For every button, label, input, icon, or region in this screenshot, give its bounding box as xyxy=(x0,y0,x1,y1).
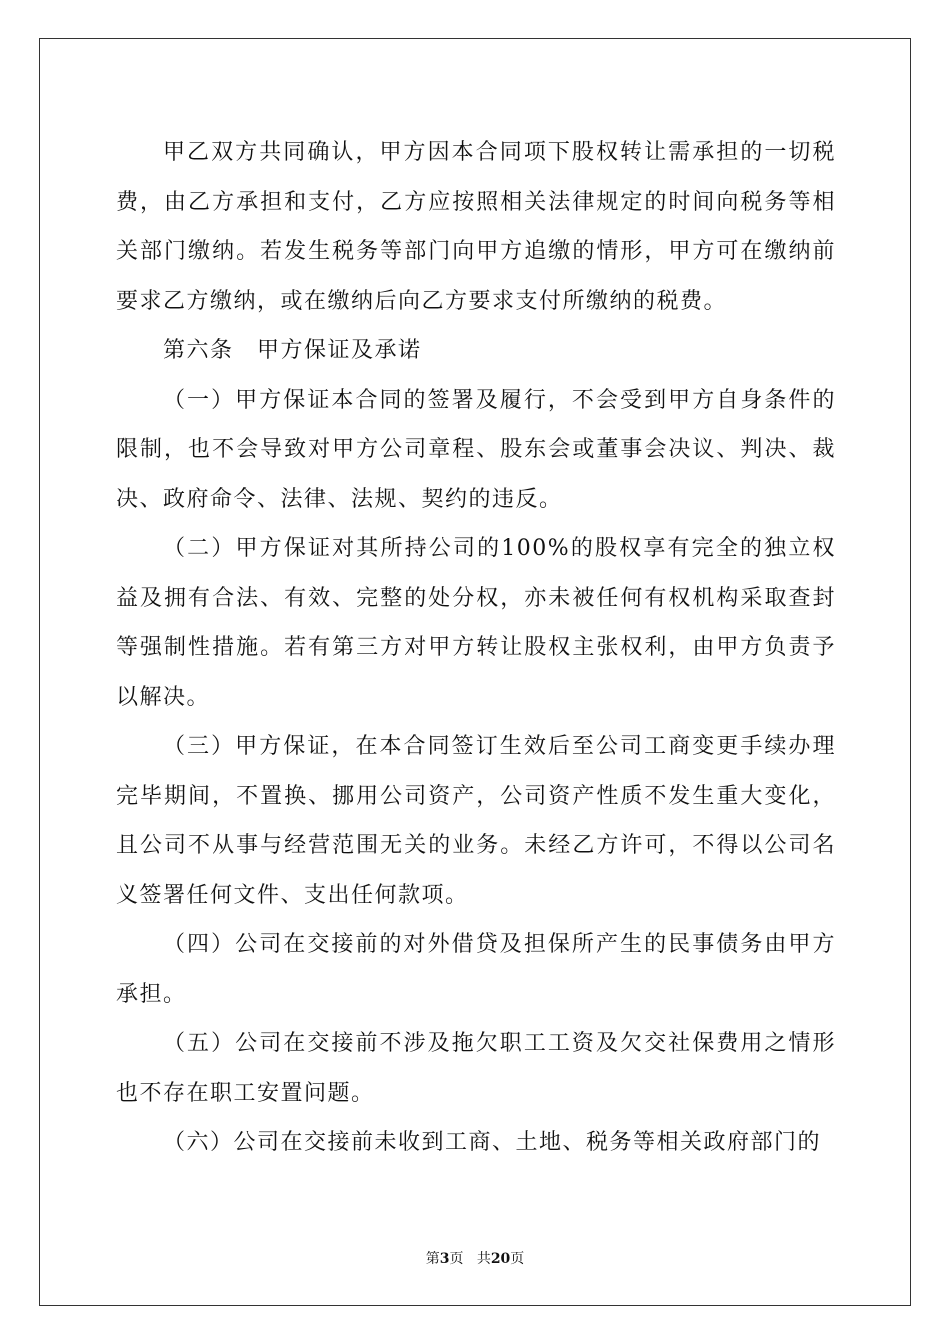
section-heading-article-6: 第六条 甲方保证及承诺 xyxy=(163,338,422,363)
page-number: 3 xyxy=(439,1251,450,1267)
page-footer xyxy=(0,1248,950,1268)
paragraph-clause-6: （六）公司在交接前未收到工商、土地、税务等相关政府部门的 xyxy=(163,1130,822,1155)
total-suffix: 页 xyxy=(510,1251,525,1267)
total-prefix: 共 xyxy=(476,1251,491,1267)
total-pages: 20 xyxy=(490,1251,511,1267)
paragraph-clause-3: （三）甲方保证，在本合同签订生效后至公司工商变更手续办理完毕期间，不置换、挪用公司资产，公司资产性质不发生重大变化，且公司不从事与经营范围无关的业务。未经乙方许可，不得以公司名义签署任何文件、支出任何款项。 xyxy=(116,734,836,908)
document-body xyxy=(116,128,836,1168)
paragraph-clause-2: （二）甲方保证对其所持公司的100%的股权享有完全的独立权益及拥有合法、有效、完整的处分权，亦未被任何有权机构采取查封等强制性措施。若有第三方对甲方转让股权主张权利，由甲方负责予以解决。 xyxy=(116,536,836,710)
paragraph-clause-1: （一）甲方保证本合同的签署及履行，不会受到甲方自身条件的限制，也不会导致对甲方公司章程、股东会或董事会决议、判决、裁决、政府命令、法律、法规、契约的违反。 xyxy=(116,387,836,512)
paragraph-clause-5: （五）公司在交接前不涉及拖欠职工工资及欠交社保费用之情形也不存在职工安置问题。 xyxy=(116,1031,836,1106)
paragraph-tax-fees: 甲乙双方共同确认，甲方因本合同项下股权转让需承担的一切税费，由乙方承担和支付，乙方应按照相关法律规定的时间向税务等相关部门缴纳。若发生税务等部门向甲方追缴的情形，甲方可在缴纳前要求乙方缴纳，或在缴纳后向乙方要求支付所缴纳的税费。 xyxy=(116,140,836,314)
paragraph-clause-4: （四）公司在交接前的对外借贷及担保所产生的民事债务由甲方承担。 xyxy=(116,932,836,1007)
page-suffix: 页 xyxy=(449,1251,464,1267)
page-prefix: 第 xyxy=(425,1251,440,1267)
